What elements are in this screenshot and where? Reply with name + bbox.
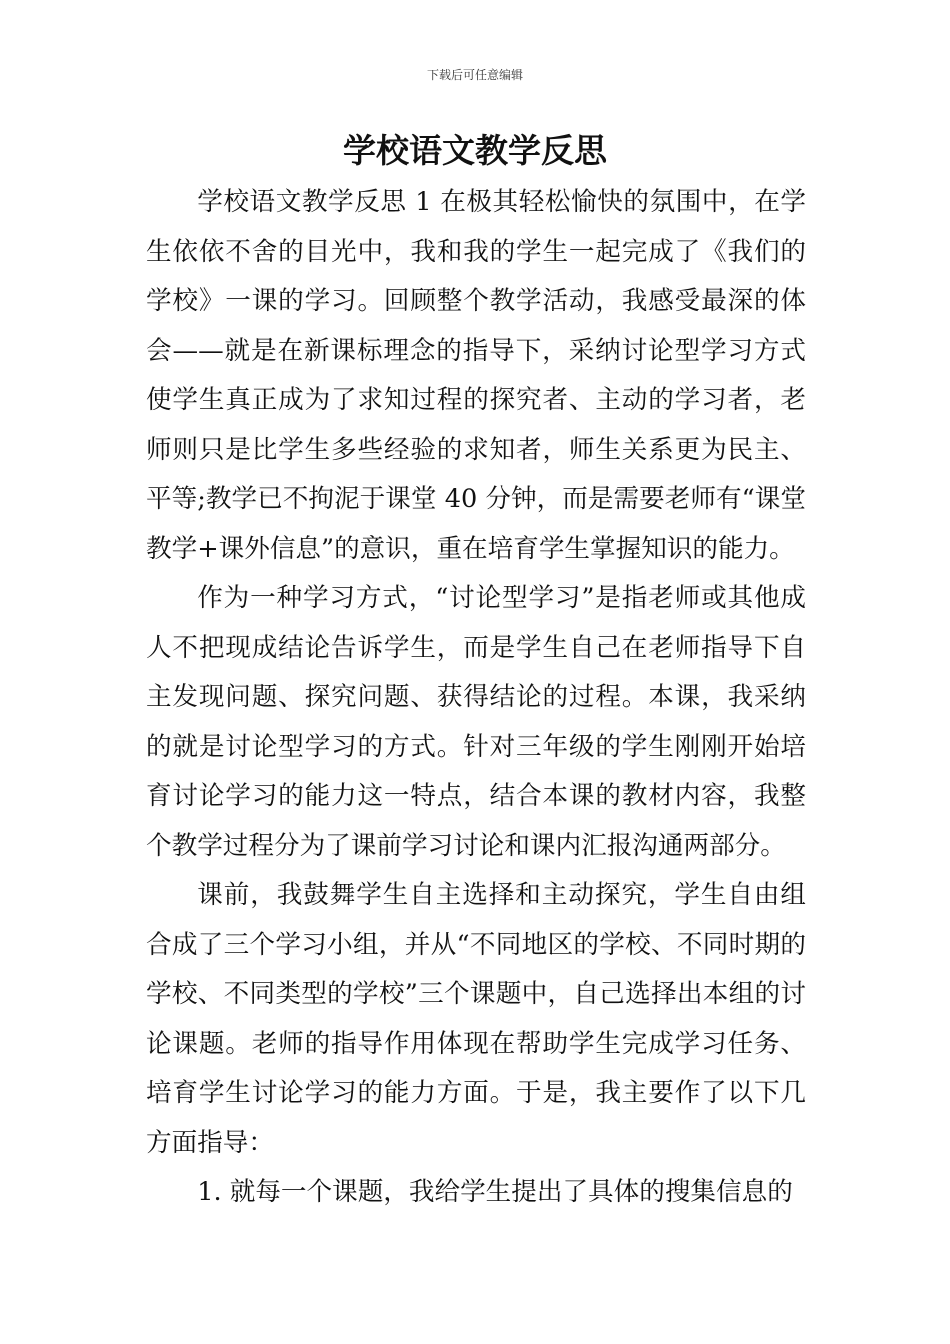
document-title: 学校语文教学反思 xyxy=(343,131,607,170)
paragraph: 课前，我鼓舞学生自主选择和主动探究，学生自由组合成了三个学习小组，并从“不同地区的学校、不同时期的学校、不同类型的学校”三个课题中，自己选择出本组的讨论课题。老师的指导作用体现在帮助学生完成学习任务、培育学生讨论学习的能力方面。于是，我主要作了以下几方面指导： xyxy=(146,880,806,1158)
paragraph: 1. 就每一个课题，我给学生提出了具体的搜集信息的 xyxy=(197,1177,793,1207)
paragraph: 作为一种学习方式，“讨论型学习”是指老师或其他成人不把现成结论告诉学生，而是学生自己在老师指导下自主发现问题、探究问题、获得结论的过程。本课，我采纳的就是讨论型学习的方式。针对三年级的学生刚刚开始培育讨论学习的能力这一特点，结合本课的教材内容，我整个教学过程分为了课前学习讨论和课内汇报沟通两部分。 xyxy=(146,583,806,861)
header-note: 下载后可任意编辑 xyxy=(426,68,523,82)
document-body xyxy=(146,178,806,1218)
paragraph: 学校语文教学反思 1 在极其轻松愉快的氛围中，在学生依依不舍的目光中，我和我的学生一起完成了《我们的学校》一课的学习。回顾整个教学活动，我感受最深的体会——就是在新课标理念的指导下，采纳讨论型学习方式使学生真正成为了求知过程的探究者、主动的学习者，老师则只是比学生多些经验的求知者，师生关系更为民主、平等;教学已不拘泥于课堂 40 分钟，而是需要老师有“课堂教学+课外信息”的意识，重在培育学生掌握知识的能力。 xyxy=(146,187,806,564)
